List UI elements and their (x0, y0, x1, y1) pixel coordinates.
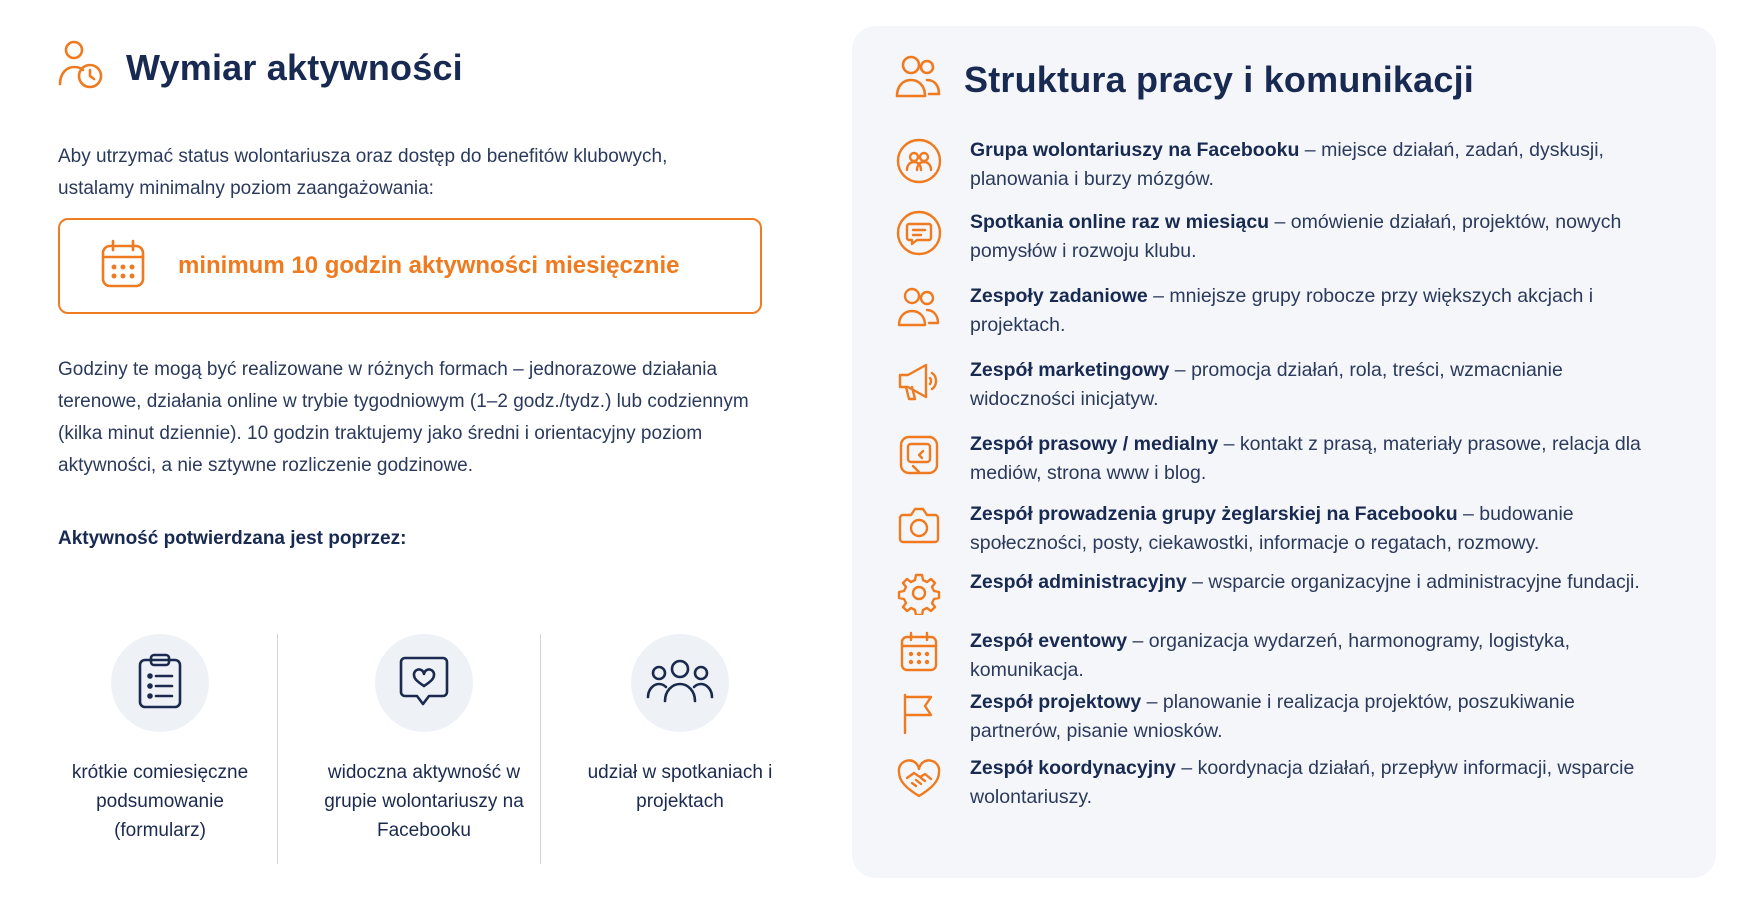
divider (277, 634, 278, 864)
activity-paragraph: Godziny te mogą być realizowane w różnych formach – jednorazowe działania terenowe, działania online w trybie tygodniowym (1–2 godz./tydz.) lub codziennym (kilka minut dziennie). 10 godzin traktujemy jako średni i orientacyjny poziom aktywności, a nie sztywne rozliczenie godzinowe. (58, 359, 749, 476)
structure-item (894, 754, 1694, 812)
chat-heart-icon (397, 654, 451, 713)
structure-item (894, 500, 1694, 558)
structure-item-name: Zespół prasowy / medialny (970, 433, 1219, 455)
calendar-icon (100, 239, 146, 294)
structure-item (894, 282, 1694, 340)
structure-header (894, 54, 1474, 105)
handshake-heart-icon (894, 754, 944, 804)
structure-item-name: Zespół marketingowy (970, 359, 1170, 381)
structure-item-desc: – promocja działań, rola, treści, wzmacnianie widoczności inicjatyw. (970, 359, 1563, 410)
structure-item (894, 430, 1694, 488)
structure-panel (852, 26, 1716, 878)
confirm-label-summary: krótkie comiesięczne podsumowanie (formularz) (71, 762, 249, 841)
structure-title: Struktura pracy i komunikacji (964, 58, 1474, 100)
structure-item (894, 688, 1694, 746)
minimum-hours-box (58, 218, 762, 314)
structure-item-name: Zespół administracyjny (970, 571, 1187, 593)
structure-item-name: Spotkania online raz w miesiącu (970, 211, 1270, 233)
structure-item-name: Zespół prowadzenia grupy żeglarskiej na Facebooku (970, 503, 1458, 525)
calendar-icon (894, 627, 944, 677)
people-group-icon (645, 657, 715, 710)
activity-title: Wymiar aktywności (126, 46, 463, 88)
structure-item-name: Grupa wolontariuszy na Facebooku (970, 139, 1300, 161)
activity-header (58, 40, 778, 95)
structure-item-desc: – planowanie i realizacja projektów, poszukiwanie partnerów, pisanie wniosków. (970, 691, 1575, 742)
flag-icon (894, 688, 944, 738)
clipboard-icon (136, 652, 184, 715)
divider (540, 634, 541, 864)
confirm-label-meetings: udział w spotkaniach i projektach (587, 762, 773, 812)
confirmation-title: Aktywność potwierdzana jest poprzez: (58, 528, 407, 549)
structure-item (894, 136, 1694, 194)
person-clock-icon (58, 40, 104, 95)
activity-section (58, 40, 778, 841)
structure-item-desc: – omówienie działań, projektów, nowych pomysłów i rozwoju klubu. (970, 211, 1622, 262)
megaphone-icon (894, 356, 944, 406)
structure-item-desc: – organizacja wydarzeń, harmonogramy, logistyka, komunikacja. (970, 630, 1571, 681)
structure-item-name: Zespoły zadaniowe (970, 285, 1148, 307)
structure-item (894, 627, 1694, 685)
structure-item (894, 568, 1694, 618)
chat-circle-icon (894, 208, 944, 258)
minimum-hours-text: minimum 10 godzin aktywności miesięcznie (178, 252, 680, 279)
camera-icon (894, 500, 944, 550)
media-icon (894, 430, 944, 480)
gear-icon (894, 568, 944, 618)
structure-item-desc: – mniejsze grupy robocze przy większych akcjach i projektach. (970, 285, 1594, 336)
confirm-card-facebook (324, 634, 524, 845)
team-icon (894, 282, 944, 332)
activity-intro: Aby utrzymać status wolontariusza oraz dostęp do benefitów klubowych, ustalamy minimalny poziom zaangażowania: (58, 146, 668, 199)
team-header-icon (894, 54, 942, 105)
confirmation-methods (58, 634, 778, 864)
confirm-card-meetings (580, 634, 780, 816)
structure-item (894, 356, 1694, 414)
structure-item-desc: – miejsce działań, zadań, dyskusji, planowania i burzy mózgów. (970, 139, 1604, 190)
structure-item-desc: – kontakt z prasą, materiały prasowe, relacja dla mediów, strona www i blog. (970, 433, 1641, 484)
structure-item (894, 208, 1694, 266)
structure-item-desc: – koordynacja działań, przepływ informacji, wsparcie wolontariuszy. (970, 757, 1635, 808)
structure-item-name: Zespół koordynacyjny (970, 757, 1176, 779)
confirm-label-facebook: widoczna aktywność w grupie wolontariuszy na Facebooku (324, 762, 524, 841)
structure-item-name: Zespół eventowy (970, 630, 1128, 652)
structure-item-desc: – budowanie społeczności, posty, ciekawostki, informacje o regatach, rozmowy. (970, 503, 1574, 554)
structure-item-desc: – wsparcie organizacyjne i administracyjne fundacji. (1186, 571, 1640, 593)
structure-item-name: Zespół projektowy (970, 691, 1142, 713)
group-circle-icon (894, 136, 944, 186)
confirm-card-summary (60, 634, 260, 845)
